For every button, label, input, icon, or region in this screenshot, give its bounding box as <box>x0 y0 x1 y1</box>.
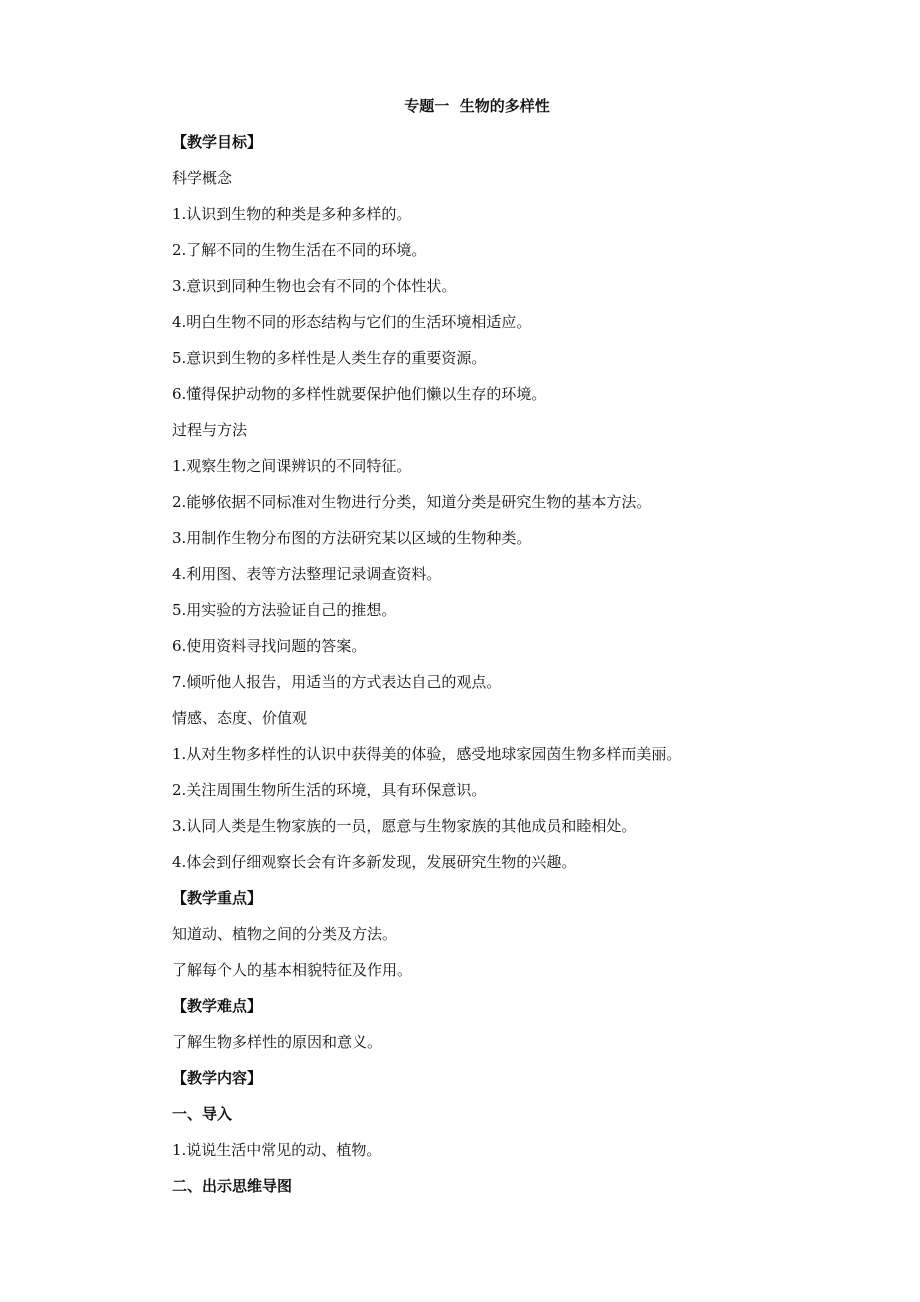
text-line: 4.体会到仔细观察长会有许多新发现，发展研究生物的兴趣。 <box>172 853 577 871</box>
text-line: 过程与方法 <box>172 421 248 439</box>
text-line: 1.观察生物之间课辨识的不同特征。 <box>172 457 412 475</box>
text-line: 了解每个人的基本相貌特征及作用。 <box>172 961 413 979</box>
text-line: 6.懂得保护动物的多样性就要保护他们懒以生存的环境。 <box>172 385 547 403</box>
text-line: 2.能够依据不同标准对生物进行分类，知道分类是研究生物的基本方法。 <box>172 493 652 511</box>
text-line: 5.用实验的方法验证自己的推想。 <box>172 601 397 619</box>
text-line: 2.关注周围生物所生活的环境，具有环保意识。 <box>172 781 487 799</box>
text-line: 1.说说生活中常见的动、植物。 <box>172 1141 382 1159</box>
text-line: 3.用制作生物分布图的方法研究某以区域的生物种类。 <box>172 529 532 547</box>
page-title: 专题一 生物的多样性 <box>404 97 550 115</box>
text-line: 3.认同人类是生物家族的一员，愿意与生物家族的其他成员和睦相处。 <box>172 817 637 835</box>
section-heading: 二、出示思维导图 <box>172 1177 293 1195</box>
text-line: 4.明白生物不同的形态结构与它们的生活环境相适应。 <box>172 313 532 331</box>
text-line: 7.倾听他人报告，用适当的方式表达自己的观点。 <box>172 673 502 691</box>
text-line: 科学概念 <box>172 169 233 187</box>
section-heading: 一、导入 <box>172 1105 233 1123</box>
text-line: 情感、态度、价值观 <box>172 709 308 727</box>
text-line: 1.认识到生物的种类是多种多样的。 <box>172 205 412 223</box>
text-line: 2.了解不同的生物生活在不同的环境。 <box>172 241 427 259</box>
section-heading: 【教学重点】 <box>172 889 263 907</box>
text-line: 1.从对生物多样性的认识中获得美的体验，感受地球家园茵生物多样而美丽。 <box>172 745 682 763</box>
section-heading: 【教学目标】 <box>172 133 263 151</box>
section-heading: 【教学内容】 <box>172 1069 263 1087</box>
text-line: 5.意识到生物的多样性是人类生存的重要资源。 <box>172 349 487 367</box>
document-body <box>172 130 892 1210</box>
section-heading: 【教学难点】 <box>172 997 263 1015</box>
text-line: 了解生物多样性的原因和意义。 <box>172 1033 383 1051</box>
text-line: 知道动、植物之间的分类及方法。 <box>172 925 398 943</box>
text-line: 6.使用资料寻找问题的答案。 <box>172 637 367 655</box>
text-line: 4.利用图、表等方法整理记录调查资料。 <box>172 565 442 583</box>
text-line: 3.意识到同种生物也会有不同的个体性状。 <box>172 277 457 295</box>
